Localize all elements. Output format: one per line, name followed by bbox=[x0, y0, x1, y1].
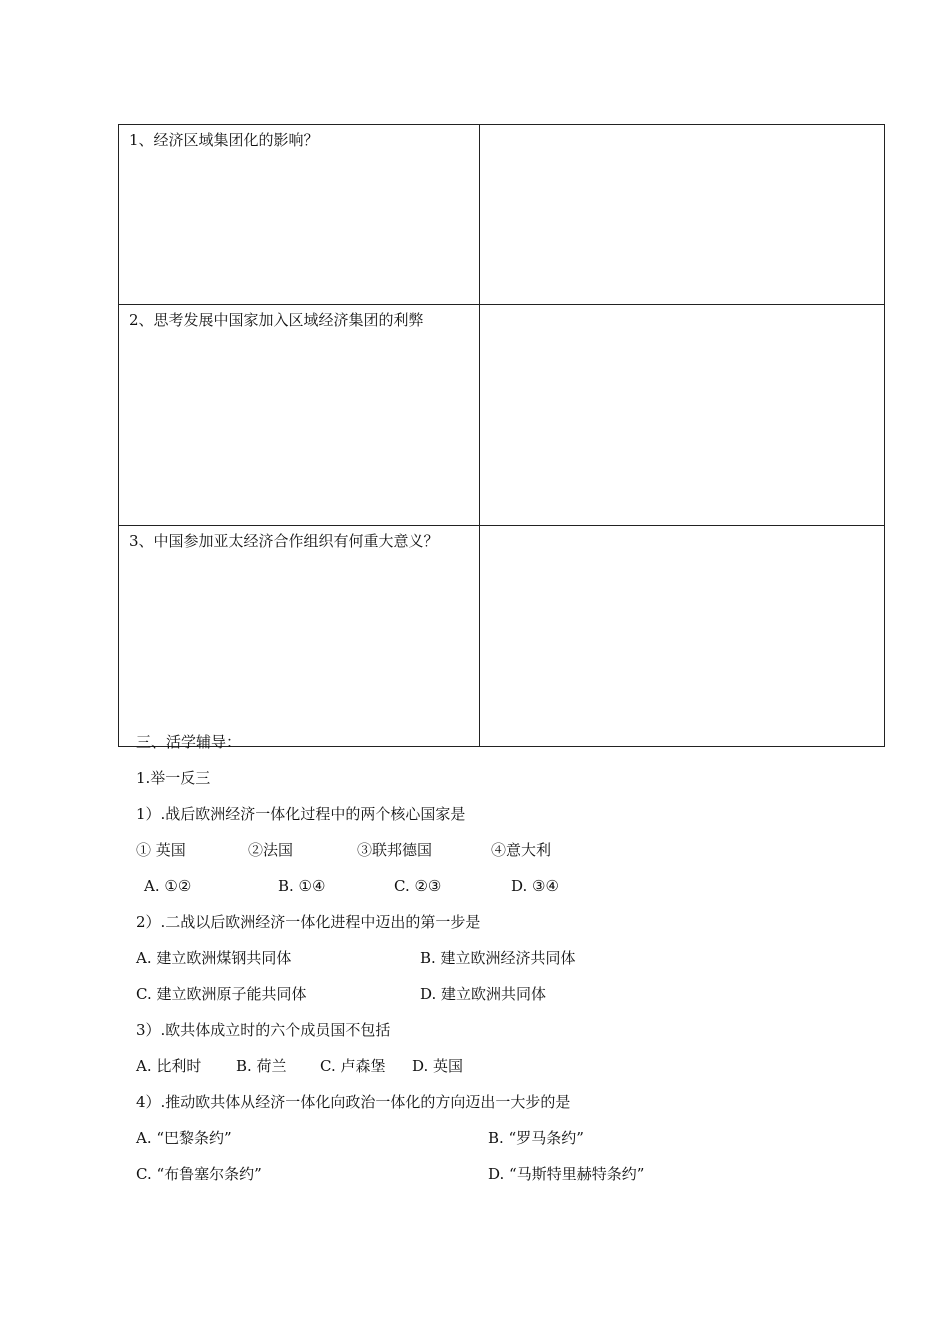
option[interactable]: C. “布鲁塞尔条约” bbox=[136, 1165, 262, 1183]
option-row bbox=[144, 876, 844, 896]
question-stem: 2）.二战以后欧洲经济一体化进程中迈出的第一步是 bbox=[136, 913, 481, 931]
table-row bbox=[119, 305, 885, 526]
question-text: 1、经济区域集团化的影响？ bbox=[129, 131, 319, 149]
subsection-title: 1.举一反三 bbox=[136, 769, 211, 787]
option-row bbox=[136, 1164, 836, 1184]
option[interactable]: A. “巴黎条约” bbox=[136, 1129, 232, 1147]
option[interactable]: B. ①④ bbox=[278, 877, 326, 895]
option[interactable]: A. ①② bbox=[144, 877, 192, 895]
option[interactable]: A. 比利时 bbox=[136, 1057, 202, 1075]
option[interactable]: D. ③④ bbox=[511, 877, 559, 895]
section-title: 三、活学辅导： bbox=[136, 733, 242, 751]
option-row bbox=[136, 948, 836, 968]
qa-table bbox=[118, 124, 885, 747]
option[interactable]: B. “罗马条约” bbox=[488, 1129, 584, 1147]
option[interactable]: C. 卢森堡 bbox=[320, 1057, 386, 1075]
question-text: 2、思考发展中国家加入区域经济集团的利弊 bbox=[129, 311, 424, 329]
question-cell bbox=[119, 526, 480, 747]
answer-cell[interactable] bbox=[480, 526, 885, 747]
option-row bbox=[136, 1056, 836, 1076]
statement: ③联邦德国 bbox=[357, 841, 433, 859]
option[interactable]: C. 建立欧洲原子能共同体 bbox=[136, 985, 307, 1003]
statement: ① 英国 bbox=[136, 841, 186, 859]
statement: ②法国 bbox=[248, 841, 294, 859]
option[interactable]: B. 建立欧洲经济共同体 bbox=[420, 949, 576, 967]
option-row bbox=[136, 984, 836, 1004]
option[interactable]: A. 建立欧洲煤钢共同体 bbox=[136, 949, 292, 967]
question-stem: 4）.推动欧共体从经济一体化向政治一体化的方向迈出一大步的是 bbox=[136, 1093, 571, 1111]
statement: ④意大利 bbox=[491, 841, 552, 859]
option[interactable]: C. ②③ bbox=[394, 877, 442, 895]
statement-row bbox=[136, 840, 836, 860]
option[interactable]: D. “马斯特里赫特条约” bbox=[488, 1165, 645, 1183]
option[interactable]: B. 荷兰 bbox=[236, 1057, 287, 1075]
table-row bbox=[119, 125, 885, 305]
question-cell bbox=[119, 305, 480, 526]
table-row bbox=[119, 526, 885, 747]
question-text: 3、中国参加亚太经济合作组织有何重大意义？ bbox=[129, 532, 439, 550]
option-row bbox=[136, 1128, 836, 1148]
question-cell bbox=[119, 125, 480, 305]
option[interactable]: D. 英国 bbox=[412, 1057, 464, 1075]
answer-cell[interactable] bbox=[480, 125, 885, 305]
question-stem: 3）.欧共体成立时的六个成员国不包括 bbox=[136, 1021, 391, 1039]
option[interactable]: D. 建立欧洲共同体 bbox=[420, 985, 547, 1003]
question-stem: 1）.战后欧洲经济一体化过程中的两个核心国家是 bbox=[136, 805, 466, 823]
answer-cell[interactable] bbox=[480, 305, 885, 526]
